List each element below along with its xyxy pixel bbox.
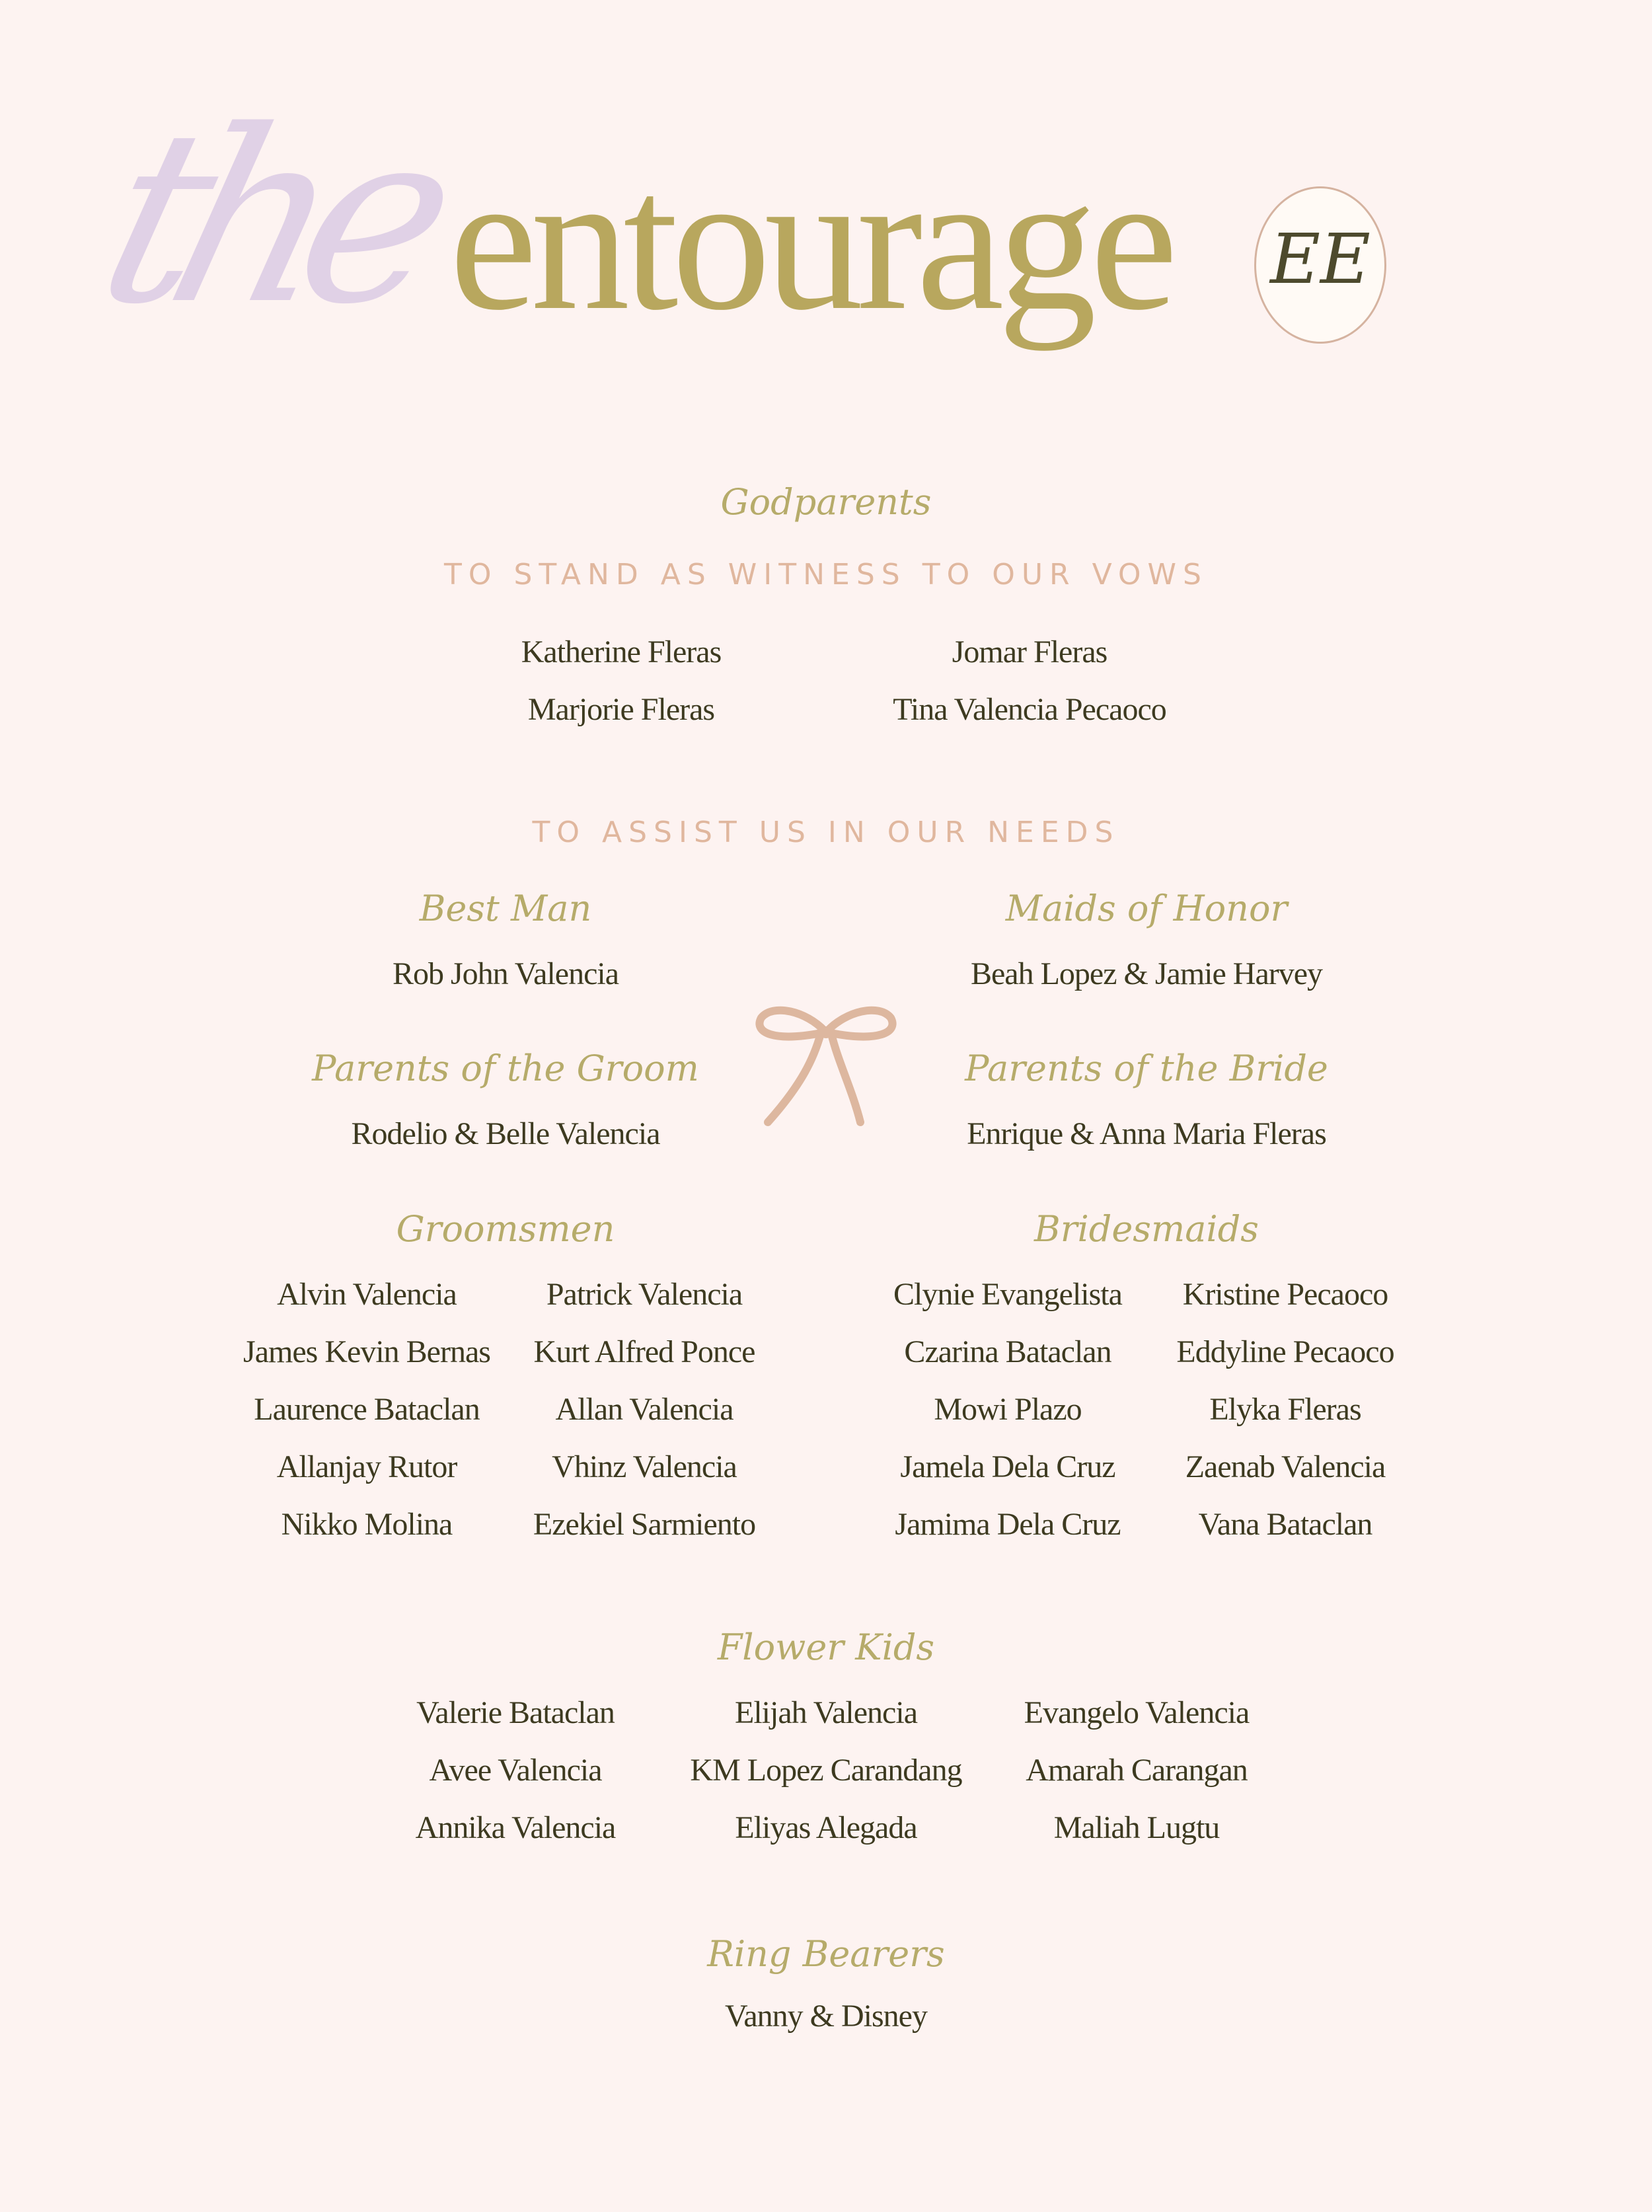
best-man-title: Best Man (419, 888, 592, 929)
flower-kids-col1 (370, 1684, 661, 1856)
bridesmaid-name: Clynie Evangelista (893, 1277, 1122, 1312)
flower-kid-name: Elijah Valencia (735, 1695, 917, 1730)
maids-of-honor-name: Beah Lopez & Jamie Harvey (970, 956, 1323, 991)
godparents-subtitle: TO STAND AS WITNESS TO OUR VOWS (444, 558, 1208, 591)
bridesmaid-name: Kristine Pecaoco (1182, 1277, 1388, 1312)
flower-kid-name: Annika Valencia (415, 1810, 616, 1845)
groomsmen-col1 (221, 1266, 512, 1553)
groomsmen-title: Groomsmen (396, 1208, 615, 1250)
parents-groom-title: Parents of the Groom (312, 1048, 699, 1089)
flower-kid-name: Amarah Carangan (1026, 1753, 1248, 1788)
flower-kid-name: Eliyas Alegada (735, 1810, 917, 1845)
maids-of-honor-title: Maids of Honor (1005, 888, 1288, 929)
bridesmaid-name: Mowi Plazo (934, 1392, 1082, 1427)
ring-bearers-name: Vanny & Disney (725, 1999, 927, 2034)
bridesmaid-name: Jamima Dela Cruz (895, 1507, 1121, 1542)
groomsmen-col2 (499, 1266, 790, 1553)
groomsman-name: Allan Valencia (555, 1392, 733, 1427)
flower-kid-name: KM Lopez Carandang (690, 1753, 962, 1788)
bridesmaid-name: Jamela Dela Cruz (900, 1449, 1115, 1484)
flower-kid-name: Valerie Bataclan (416, 1695, 615, 1730)
godparent-name: Katherine Fleras (521, 634, 722, 669)
bridesmaids-col2 (1140, 1266, 1431, 1553)
parents-bride-name: Enrique & Anna Maria Fleras (967, 1116, 1326, 1151)
ring-bearers-title: Ring Bearers (707, 1933, 945, 1975)
groomsman-name: Allanjay Rutor (276, 1449, 457, 1484)
groomsman-name: Alvin Valencia (277, 1277, 457, 1312)
flower-kids-col2 (661, 1684, 991, 1856)
groomsman-name: Nikko Molina (281, 1507, 453, 1542)
godparents-right-list (831, 623, 1228, 738)
groomsman-name: James Kevin Bernas (243, 1334, 490, 1369)
godparent-name: Jomar Fleras (952, 634, 1108, 669)
bridesmaid-name: Czarina Bataclan (904, 1334, 1111, 1369)
godparents-title: Godparents (720, 481, 932, 523)
flower-kid-name: Avee Valencia (429, 1753, 602, 1788)
parents-bride-title: Parents of the Bride (965, 1048, 1328, 1089)
title-entourage: entourage (449, 132, 1172, 351)
groomsman-name: Vhinz Valencia (552, 1449, 737, 1484)
best-man-name: Rob John Valencia (392, 956, 619, 991)
bridesmaid-name: Vana Bataclan (1198, 1507, 1372, 1542)
bridesmaid-name: Zaenab Valencia (1185, 1449, 1386, 1484)
bridesmaid-name: Eddyline Pecaoco (1176, 1334, 1394, 1369)
bridesmaids-title: Bridesmaids (1034, 1208, 1259, 1250)
bow-icon (753, 1005, 899, 1137)
flower-kids-title: Flower Kids (717, 1626, 935, 1668)
bridesmaid-name: Elyka Fleras (1209, 1392, 1361, 1427)
monogram-badge (1254, 186, 1386, 344)
groomsman-name: Laurence Bataclan (254, 1392, 480, 1427)
parents-groom-name: Rodelio & Belle Valencia (351, 1116, 660, 1151)
groomsman-name: Kurt Alfred Ponce (533, 1334, 755, 1369)
bridesmaids-col1 (862, 1266, 1153, 1553)
flower-kids-col3 (991, 1684, 1282, 1856)
godparent-name: Tina Valencia Pecaoco (893, 692, 1166, 727)
godparent-name: Marjorie Fleras (527, 692, 715, 727)
title-the: the (77, 79, 457, 356)
groomsman-name: Ezekiel Sarmiento (533, 1507, 756, 1542)
monogram-text: EE (1270, 219, 1370, 299)
groomsman-name: Patrick Valencia (546, 1277, 743, 1312)
assist-subtitle: TO ASSIST US IN OUR NEEDS (532, 816, 1120, 849)
godparents-left-list (423, 623, 819, 738)
flower-kid-name: Maliah Lugtu (1053, 1810, 1220, 1845)
flower-kid-name: Evangelo Valencia (1024, 1695, 1250, 1730)
